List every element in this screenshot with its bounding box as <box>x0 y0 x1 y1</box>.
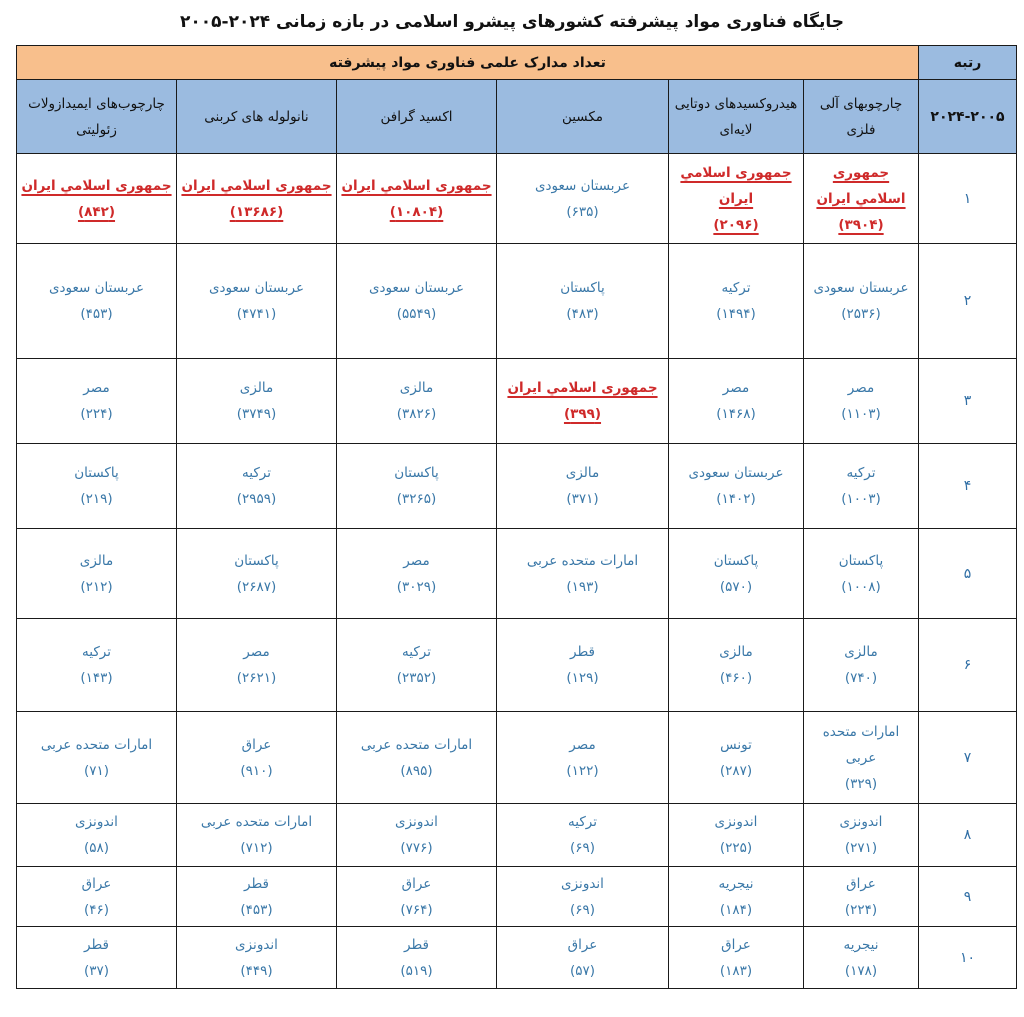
column-header-zif: چارچوب‌های ایمیدازولات زئولیتی <box>17 80 177 154</box>
document-count: (۲۱۲) <box>80 578 113 595</box>
country-cell <box>669 804 804 867</box>
country-name: اندونزی <box>395 814 438 830</box>
rank-cell: ۱۰ <box>919 927 1017 989</box>
country-cell <box>497 804 669 867</box>
document-count: (۴۵۳) <box>80 306 113 322</box>
column-header-ldh: هیدروکسیدهای دوتایی لایه‌ای <box>669 80 804 154</box>
country-cell <box>337 804 497 867</box>
country-name: عراق <box>846 875 876 892</box>
country-cell <box>497 927 669 989</box>
document-count: (۱۴۶۸) <box>716 406 756 422</box>
country-name: ترکیه <box>846 465 876 481</box>
table-row <box>17 154 1017 244</box>
table-row <box>17 927 1017 989</box>
country-name: عراق <box>81 875 112 892</box>
table-row <box>17 359 1017 444</box>
country-cell <box>177 529 337 619</box>
country-name: عربستان سعودی <box>48 280 145 296</box>
document-count: (۳۲۶۵) <box>396 491 437 507</box>
country-name: مصر <box>403 552 430 569</box>
country-name: جمهوری اسلامي ایران <box>341 177 492 194</box>
country-name: پاکستان <box>74 465 119 481</box>
country-cell <box>17 154 177 244</box>
rank-cell: ۵ <box>919 529 1017 619</box>
document-count: (۸۹۵) <box>400 762 433 779</box>
document-count: (۳۹۰۴) <box>838 216 884 233</box>
header-row-top <box>17 46 1017 80</box>
document-count: (۳۰۲۹) <box>396 578 437 595</box>
country-name: قطر <box>570 644 595 660</box>
table-row <box>17 444 1017 529</box>
document-count: (۲۱۹) <box>80 491 113 507</box>
document-count: (۲۷۱) <box>844 840 878 856</box>
document-count: (۲۶۸۷) <box>236 578 277 595</box>
country-cell <box>669 154 804 244</box>
document-count: (۵۸) <box>83 840 110 856</box>
country-name: قطر <box>84 936 109 953</box>
country-cell <box>804 359 919 444</box>
country-name: تونس <box>720 736 752 753</box>
country-name: مالزی <box>79 552 114 569</box>
country-cell <box>17 244 177 359</box>
country-cell <box>177 154 337 244</box>
country-name: امارات متحده عربی <box>360 736 473 753</box>
document-count: (۴۵۳) <box>240 901 273 918</box>
country-cell <box>337 359 497 444</box>
country-cell <box>177 867 337 927</box>
document-count: (۸۴۲) <box>77 203 116 220</box>
country-cell <box>497 359 669 444</box>
country-cell <box>497 444 669 529</box>
column-header-carbon-nanotubes: نانولوله های کربنی <box>177 80 337 154</box>
table-row <box>17 804 1017 867</box>
document-count: (۱۰۸۰۴) <box>389 203 444 220</box>
country-cell <box>804 867 919 927</box>
document-count: (۱۲۹) <box>566 670 599 686</box>
document-count: (۱۴۹۴) <box>716 306 756 322</box>
document-count: (۲۳۵۲) <box>396 670 437 686</box>
country-cell <box>337 154 497 244</box>
country-name: مالزی <box>844 644 878 660</box>
country-name: امارات متحده عربی <box>40 736 153 753</box>
group-header: تعداد مدارک علمی فناوری مواد پیشرفته <box>17 46 919 80</box>
document-count: (۳۸۲۶) <box>396 406 437 422</box>
country-name: عراق <box>567 936 598 953</box>
country-cell <box>669 712 804 804</box>
country-name: عربستان سعودی <box>368 280 465 296</box>
document-count: (۱۴۳) <box>80 670 113 686</box>
document-count: (۱۸۴) <box>719 901 753 918</box>
table-row <box>17 619 1017 712</box>
country-cell <box>497 712 669 804</box>
rank-cell: ۱ <box>919 154 1017 244</box>
header-row-columns <box>17 80 1017 154</box>
country-cell <box>804 244 919 359</box>
country-cell <box>497 154 669 244</box>
country-cell <box>804 619 919 712</box>
country-name: اندونزی <box>839 814 883 830</box>
document-count: (۲۰۹۶) <box>713 216 759 233</box>
country-name: ترکیه <box>721 280 751 296</box>
document-count: (۲۵۳۶) <box>841 306 881 322</box>
country-name: مالزی <box>719 644 753 660</box>
country-name: پاکستان <box>394 465 439 481</box>
country-name: عراق <box>401 875 432 892</box>
document-count: (۱۸۳) <box>719 962 753 979</box>
document-count: (۷۴۰) <box>844 670 878 686</box>
country-name: مصر <box>722 380 750 396</box>
rank-cell: ۲ <box>919 244 1017 359</box>
country-cell <box>804 927 919 989</box>
document-count: (۲۸۷) <box>719 762 753 779</box>
country-cell <box>669 619 804 712</box>
table-row <box>17 867 1017 927</box>
country-name: پاکستان <box>234 552 279 569</box>
country-cell <box>17 444 177 529</box>
country-name: مصر <box>569 736 596 753</box>
country-name: قطر <box>404 936 429 953</box>
country-cell <box>337 619 497 712</box>
country-cell <box>804 804 919 867</box>
country-cell <box>17 867 177 927</box>
country-cell <box>804 712 919 804</box>
document-count: (۱۹۳) <box>566 578 599 595</box>
document-count: (۱۱۰۳) <box>841 406 881 422</box>
document-count: (۶۹) <box>569 901 596 918</box>
country-name: عربستان سعودی <box>813 280 909 296</box>
country-cell <box>337 244 497 359</box>
country-name: عراق <box>241 736 272 753</box>
document-count: (۳۷۱) <box>566 491 599 507</box>
document-count: (۱۲۲) <box>566 762 599 779</box>
document-count: (۲۹۵۹) <box>236 491 277 507</box>
country-name: عراق <box>721 936 751 953</box>
country-name: اندونزی <box>75 814 118 830</box>
country-name: عربستان سعودی <box>688 465 784 481</box>
rank-cell: ۴ <box>919 444 1017 529</box>
table-row <box>17 244 1017 359</box>
country-cell <box>337 444 497 529</box>
document-count: (۲۲۴) <box>80 406 113 422</box>
country-cell <box>497 619 669 712</box>
document-count: (۷۶۴) <box>400 901 433 918</box>
country-cell <box>337 529 497 619</box>
document-count: (۴۷۴۱) <box>236 306 277 322</box>
country-name: عربستان سعودی <box>208 280 305 296</box>
country-name: جمهوری اسلامي ایران <box>507 380 658 396</box>
table-row <box>17 529 1017 619</box>
country-name: پاکستان <box>713 552 759 569</box>
country-cell <box>337 867 497 927</box>
country-cell <box>804 444 919 529</box>
country-name: امارات متحده عربی <box>200 814 313 830</box>
country-cell <box>17 529 177 619</box>
period-header: ۲۰۲۴-۲۰۰۵ <box>919 80 1017 154</box>
country-cell <box>669 529 804 619</box>
document-count: (۱۳۶۸۶) <box>229 203 284 220</box>
country-cell <box>177 244 337 359</box>
table-row <box>17 712 1017 804</box>
document-count: (۲۶۲۱) <box>236 670 277 686</box>
country-cell <box>497 529 669 619</box>
document-count: (۵۵۴۹) <box>396 306 437 322</box>
country-cell <box>669 444 804 529</box>
country-name: امارات متحده عربی <box>822 723 900 766</box>
document-count: (۷۷۶) <box>400 840 433 856</box>
country-name: قطر <box>244 875 269 892</box>
country-cell <box>337 712 497 804</box>
document-count: (۵۷۰) <box>719 578 753 595</box>
document-count: (۴۶) <box>83 901 110 918</box>
country-cell <box>497 244 669 359</box>
country-name: نیجریه <box>718 875 754 892</box>
document-count: (۳۲۹) <box>844 775 878 792</box>
country-name: اندونزی <box>235 936 278 953</box>
page-title: جایگاه فناوری مواد پیشرفته کشورهای پیشرو اسلامی در بازه زمانی ۲۰۲۴-۲۰۰۵ <box>179 12 844 32</box>
table-body <box>17 154 1017 989</box>
country-name: مالزی <box>565 465 600 481</box>
country-name: جمهوری اسلامي ایران <box>680 164 792 207</box>
document-count: (۱۷۸) <box>844 962 878 979</box>
country-cell <box>669 927 804 989</box>
country-name: مالزی <box>399 380 434 396</box>
country-cell <box>177 444 337 529</box>
rank-cell: ۸ <box>919 804 1017 867</box>
document-count: (۶۳۵) <box>566 203 599 220</box>
ranking-table <box>16 45 1017 989</box>
country-name: اندونزی <box>714 814 758 830</box>
column-header-graphene-oxide: اکسید گرافن <box>337 80 497 154</box>
country-cell <box>17 359 177 444</box>
country-cell <box>177 804 337 867</box>
country-name: پاکستان <box>838 552 884 569</box>
country-name: ترکیه <box>242 465 271 481</box>
country-cell <box>669 244 804 359</box>
document-count: (۷۱) <box>83 762 110 779</box>
rank-cell: ۹ <box>919 867 1017 927</box>
country-name: اندونزی <box>561 875 604 892</box>
document-count: (۳۹۹) <box>563 406 602 422</box>
country-name: مصر <box>83 380 110 396</box>
country-name: جمهوری اسلامي ایران <box>21 177 172 194</box>
document-count: (۱۴۰۲) <box>716 491 756 507</box>
country-name: مصر <box>847 380 875 396</box>
country-cell <box>177 712 337 804</box>
document-count: (۳۷) <box>83 962 110 979</box>
country-name: ترکیه <box>402 644 431 660</box>
column-header-mof: چارچوبهای آلی فلزی <box>804 80 919 154</box>
document-count: (۴۶۰) <box>719 670 753 686</box>
country-cell <box>804 529 919 619</box>
country-name: مصر <box>243 644 270 660</box>
rank-cell: ۳ <box>919 359 1017 444</box>
country-cell <box>17 712 177 804</box>
country-name: عربستان سعودی <box>534 177 631 194</box>
country-cell <box>17 927 177 989</box>
document-count: (۵۱۹) <box>400 962 433 979</box>
country-name: مالزی <box>239 380 274 396</box>
document-count: (۲۲۵) <box>719 840 753 856</box>
country-cell <box>17 619 177 712</box>
country-cell <box>177 927 337 989</box>
column-header-mxene: مکسین <box>497 80 669 154</box>
document-count: (۴۴۹) <box>240 962 273 979</box>
document-count: (۴۸۳) <box>566 306 599 322</box>
country-name: ترکیه <box>568 814 597 830</box>
document-count: (۱۰۰۳) <box>841 491 881 507</box>
country-cell <box>804 154 919 244</box>
country-name: جمهوری اسلامي ایران <box>816 164 906 207</box>
country-cell <box>497 867 669 927</box>
country-cell <box>669 867 804 927</box>
rank-cell: ۶ <box>919 619 1017 712</box>
document-count: (۳۷۴۹) <box>236 406 277 422</box>
rank-cell: ۷ <box>919 712 1017 804</box>
document-count: (۹۱۰) <box>240 762 273 779</box>
rank-header: رتبه <box>919 46 1017 80</box>
country-name: نیجریه <box>843 936 879 953</box>
country-cell <box>17 804 177 867</box>
country-cell <box>669 359 804 444</box>
country-name: ترکیه <box>82 644 111 660</box>
country-name: امارات متحده عربی <box>526 552 639 569</box>
document-count: (۷۱۲) <box>240 840 273 856</box>
country-cell <box>337 927 497 989</box>
country-name: پاکستان <box>560 280 605 296</box>
country-cell <box>177 359 337 444</box>
country-name: جمهوری اسلامي ایران <box>181 177 332 194</box>
document-count: (۱۰۰۸) <box>841 578 881 595</box>
document-count: (۲۲۴) <box>844 901 878 918</box>
document-count: (۵۷) <box>569 962 596 979</box>
country-cell <box>177 619 337 712</box>
document-count: (۶۹) <box>569 840 596 856</box>
